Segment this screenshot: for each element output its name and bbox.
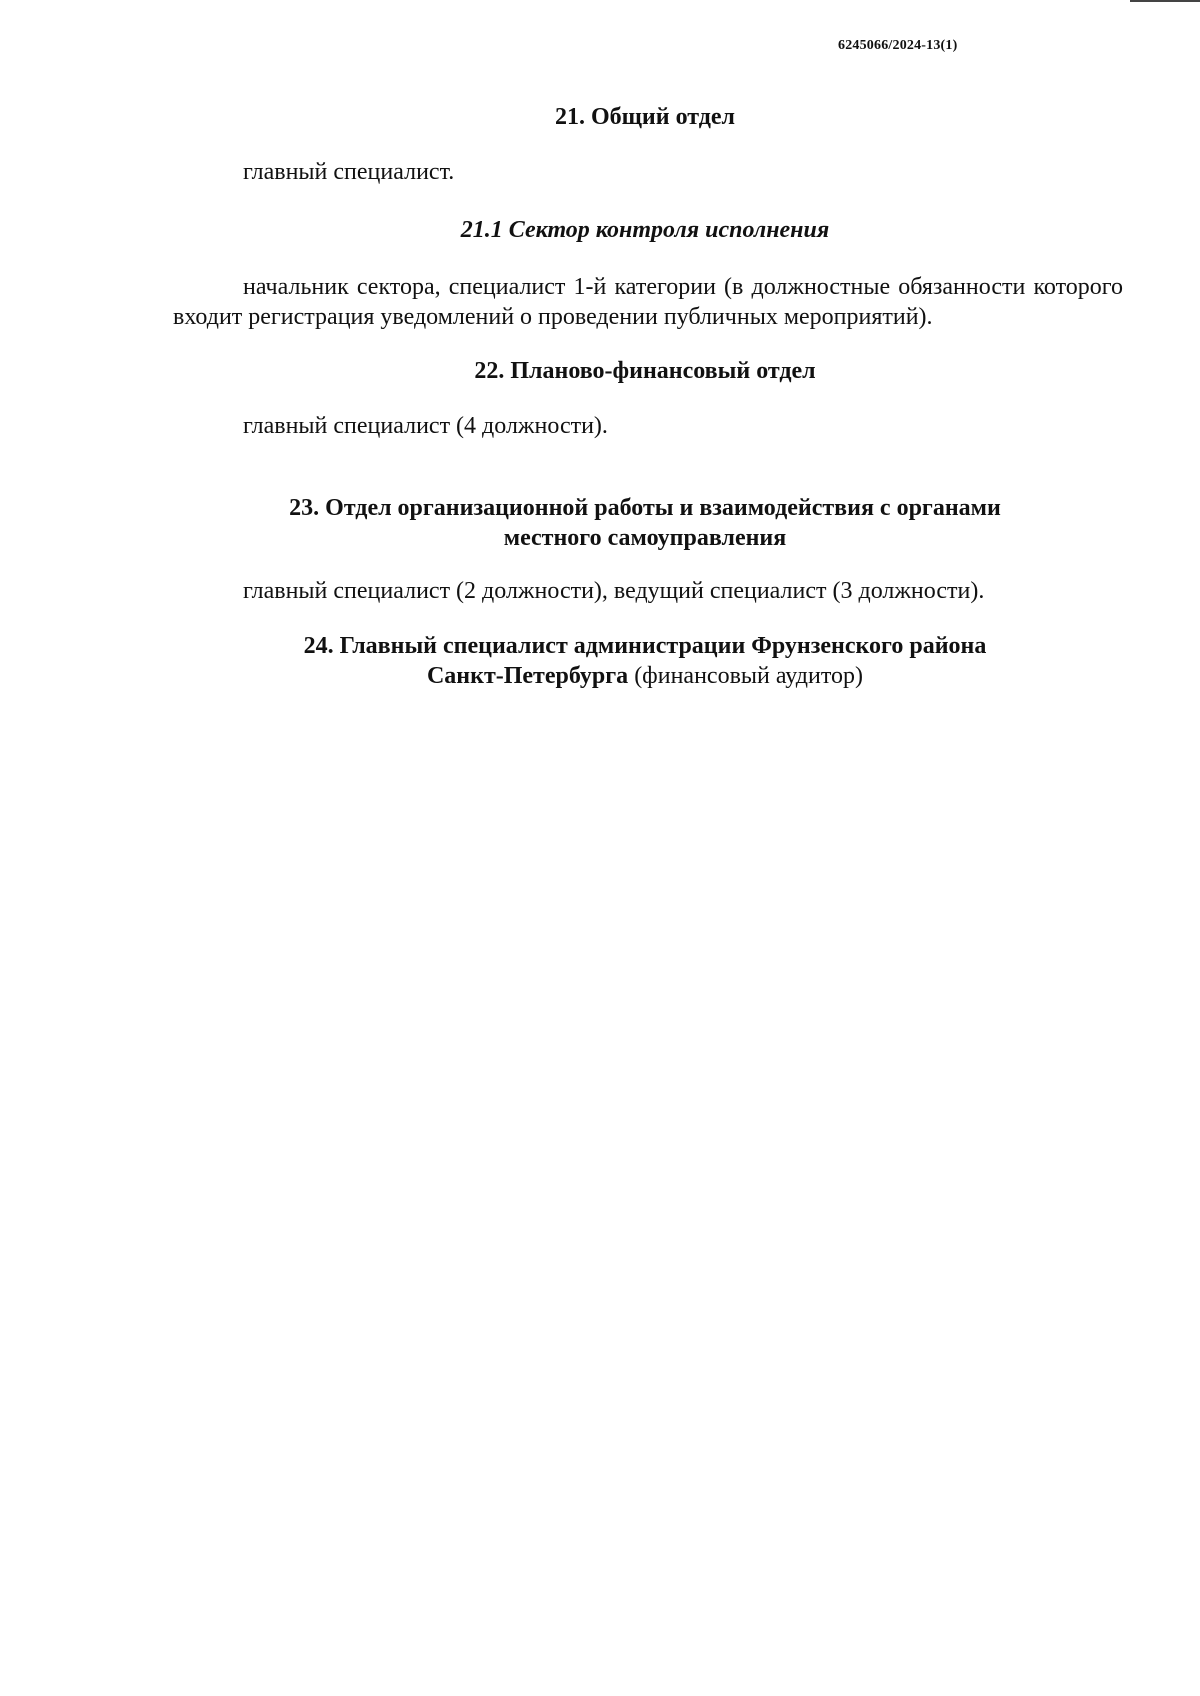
document-number: 6245066/2024-13(1) bbox=[838, 38, 958, 53]
section-23-title-line2: местного самоуправления bbox=[503, 525, 787, 551]
section-24-title-line1: 24. Главный специалист администрации Фрунзенского района bbox=[303, 633, 987, 659]
section-24-city: Санкт-Петербурга bbox=[426, 663, 629, 689]
section-23-text: главный специалист (2 должности), ведущий специалист (3 должности). bbox=[243, 578, 985, 604]
section-24-title bbox=[160, 631, 1130, 691]
section-22-title: 22. Планово-финансовый отдел bbox=[474, 358, 816, 384]
scan-corner-mark bbox=[1130, 0, 1200, 2]
section-21-title: 21. Общий отдел bbox=[555, 104, 735, 130]
section-24-role-note: (финансовый аудитор) bbox=[628, 663, 864, 689]
section-24-title-line2 bbox=[160, 661, 1130, 691]
section-21-1-title: 21.1 Сектор контроля исполнения bbox=[460, 217, 830, 243]
section-23-title bbox=[160, 493, 1130, 553]
section-23-title-line1: 23. Отдел организационной работы и взаимодействия с органами bbox=[289, 495, 1001, 521]
section-21-1-text: начальник сектора, специалист 1-й категории (в должностные обязанности которого входит регистрация уведомлений о проведении публичных мероприятий). bbox=[173, 274, 1123, 330]
section-21-text: главный специалист. bbox=[243, 159, 455, 185]
section-22-text: главный специалист (4 должности). bbox=[243, 413, 608, 439]
